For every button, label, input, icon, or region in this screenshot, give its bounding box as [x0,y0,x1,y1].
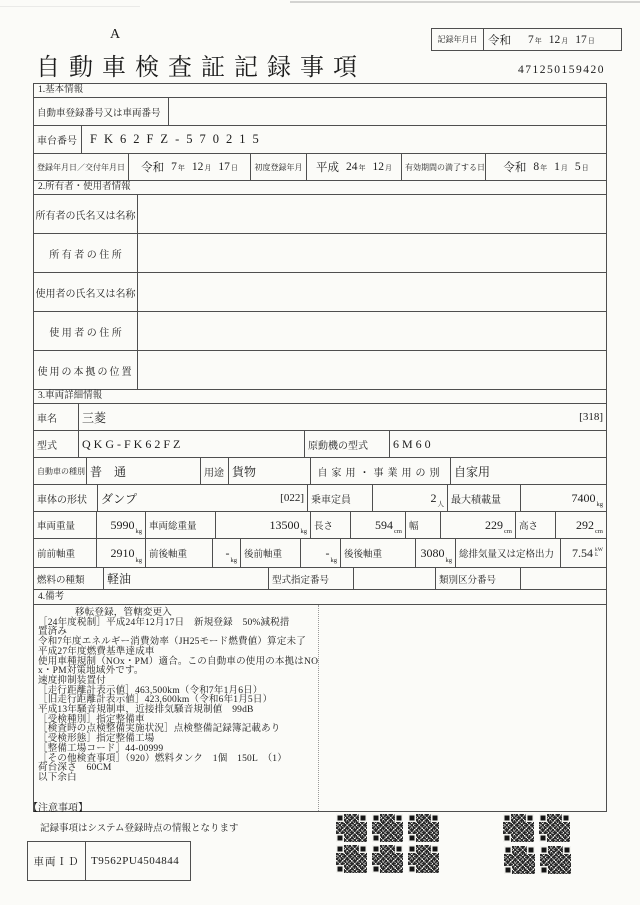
remark-line: 移転登録，管轄変更入 [75,608,173,618]
year-value: 24 [346,161,358,173]
field-label: 後前軸重 [241,539,301,567]
field-value [138,351,606,389]
field-value [138,273,606,311]
car-name-code: [318] [579,411,603,423]
gross-weight-value [216,512,311,538]
ownership-value: 自家用 [454,464,491,479]
qr-code-icon [540,846,571,874]
main-table [33,83,607,812]
kw-unit: kW [595,546,603,553]
qr-code-icon [336,845,367,873]
day-value: 5 [574,161,581,173]
unit: cm [504,528,512,535]
field-value [138,195,606,233]
row-user-address [34,312,606,351]
section-heading-remarks: 4.備考 [34,590,606,605]
month-unit: 月 [560,164,568,172]
scan-artifact [290,1,640,3]
year-unit: 年 [358,164,366,172]
remarks-text-column [34,605,319,811]
month-unit: 月 [385,164,392,172]
vehicle-id-box [27,841,191,881]
field-value [169,98,606,125]
number: 2910 [110,545,135,560]
field-label: 前後軸重 [146,539,213,567]
chassis-number-value: FK62FZ-570215 [90,132,266,146]
month-value: 12 [372,161,384,173]
number: 229 [485,517,504,532]
class-number-value [521,568,606,589]
width-value [441,512,516,538]
vehicle-id-label: 車両ＩＤ [28,842,86,880]
number: 5990 [110,517,135,532]
capacity-unit: 人 [437,501,444,508]
unit: kg [135,528,142,535]
field-label: 車台番号 [34,126,82,153]
field-value [138,234,606,272]
row-registration-number [34,98,606,126]
field-label: 用途 [201,458,229,484]
unit: kg [445,557,452,564]
engine-model-value: 6M60 [393,436,434,451]
field-label: 自動車登録番号又は車両番号 [34,98,169,125]
document-number: 471250159420 [518,64,605,76]
displacement-value [561,539,606,567]
month-group [373,161,393,173]
field-label: 車名 [34,404,79,430]
era-text: 令和 [488,34,511,47]
qr-code-icon [336,814,367,842]
era-text: 平成 [316,162,339,174]
type-number-value [354,568,436,589]
year-value: 7 [528,33,534,46]
year-unit: 年 [534,36,542,45]
remark-line: ［旧走行距離計表示値］423,600km（令和6年1月5日） [38,695,273,706]
field-label: 登録年月日／交付年月日 [34,154,129,180]
field-label: 型式 [34,431,79,457]
axle-fr-value [213,539,241,567]
field-label: 所有者の氏名又は名称 [34,195,138,233]
qr-code-icon [408,814,439,842]
field-value [138,312,606,350]
day-value: 17 [218,161,230,173]
axle-rf-value [301,539,341,567]
max-load-number: 7400 [571,490,596,505]
row-vehicle-kind [34,458,606,485]
month-value: 1 [554,161,560,173]
number: - [225,545,230,560]
record-date-box [431,28,622,51]
unit: kg [135,557,142,564]
unit: cm [595,528,603,535]
car-name-value [79,404,606,430]
section-heading-basic: 1.基本情報 [34,84,606,98]
field-label: 所 有 者 の 住 所 [34,234,138,272]
row-user-name [34,273,606,312]
number: 594 [375,517,394,532]
era-text: 令和 [503,162,527,174]
row-remarks [34,605,606,811]
qr-code-icon [408,845,439,873]
field-label: 型式指定番号 [269,568,354,589]
remark-line: 平成27年度燃費基準達成車 [38,646,155,657]
field-label: 使 用 者 の 住 所 [34,312,138,350]
field-label: 総排気量又は定格出力 [456,539,561,567]
unit: kg [330,557,337,564]
remark-line: 平成13年騒音規制車，近接排気騒音規制値 99dB [38,705,254,716]
number: - [325,545,330,560]
number: 13500 [269,517,300,532]
record-date-value [484,29,621,50]
body-shape-text: ダンプ [101,491,138,506]
qr-code-icon [504,846,535,874]
model-value: QKG-FK62FZ [79,431,305,457]
row-model [34,431,606,458]
day-group [575,161,589,173]
month-unit: 月 [561,36,569,45]
row-dates [34,154,606,181]
vehicle-id-value: T9562PU4504844 [91,855,180,867]
unit: kg [230,557,237,564]
row-fuel [34,568,606,590]
row-car-name [34,404,606,431]
remark-line: ［その他検査事項］（920）燃料タンク 1個 150L （1） [38,753,287,764]
qr-code-icon [372,814,403,842]
field-label: 初度登録年月 [251,154,307,180]
remark-line: ［検査時の点検整備実施状況］点検整備記録簿記載あり [38,724,281,735]
qr-code-icon [503,814,534,842]
day-value: 17 [575,33,587,46]
field-label: 原動機の型式 [305,431,390,457]
remark-line: ［走行距離計表示値］463,500km（令和7年1月6日） [38,685,263,696]
row-body-shape [34,485,606,512]
day-unit: 日 [581,164,589,172]
unit: kg [300,528,307,535]
row-chassis-number [34,126,606,154]
remark-line: ［受検形態］指定整備工場 [38,734,155,745]
use-value: 貨物 [229,458,311,484]
year-unit: 年 [177,164,185,172]
field-label: 最大積載量 [448,485,521,511]
field-label: 後後軸重 [341,539,416,567]
scan-artifact [0,6,140,7]
field-label: 乗車定員 [308,485,373,511]
qr-code-icon [539,814,570,842]
remark-line: ［受検種別］指定整備車 [38,714,145,725]
remark-line: 荷台深さ 60CM [38,763,112,774]
axle-rr-value [416,539,456,567]
max-load-unit: kg [596,501,603,508]
field-label: 使用者の氏名又は名称 [34,273,138,311]
length-value [351,512,406,538]
corner-mark: A [110,27,121,42]
remark-line: ［24年度税制］平成24年12月17日 新規登録 50%減税措 [38,617,290,628]
month-unit: 月 [204,164,212,172]
car-name-text: 三菱 [82,410,107,425]
liter-unit: L [595,552,599,558]
remark-line: 使用車種規制（NOx・PM）適合。この自動車の使用の本拠はNO [38,656,319,667]
field-label: 幅 [406,512,441,538]
remark-line: 以下余白 [38,772,77,783]
year-group [171,161,185,173]
field-label: 車両総重量 [146,512,216,538]
month-value: 12 [548,33,561,46]
field-label: 車両重量 [34,512,97,538]
remark-line: 速度抑制装置付 [38,675,106,686]
fuel-value: 軽油 [104,568,269,589]
field-label: 自家用・事業用の別 [311,458,451,484]
field-label: 類別区分番号 [436,568,521,589]
expiry-date-value [486,154,606,180]
qr-code-icon [372,845,403,873]
month-value: 12 [191,161,204,173]
row-owner-name [34,195,606,234]
number: 3080 [420,545,445,560]
notice-heading: 【注意事項】 [28,803,88,814]
field-label: 使用の本拠の位置 [34,351,138,389]
row-axle-weights [34,539,606,568]
year-value: 8 [533,161,540,173]
kw-liter-units [595,548,603,559]
year-group [346,161,366,173]
body-shape-code: [022] [280,492,304,504]
era-text: 令和 [141,162,165,174]
number: 292 [576,517,595,532]
section-heading-owner: 2.所有者・使用者情報 [34,181,606,195]
weight-value [97,512,146,538]
number: 7.54 [572,545,594,560]
remark-line: 令和7年度エネルギー消費効率（JH25モード燃費値）算定未了 [38,637,306,648]
height-value [556,512,606,538]
first-registration-value [307,154,402,180]
year-group [533,161,547,173]
field-label: 長さ [311,512,351,538]
year-value: 7 [171,161,177,173]
month-group [549,34,569,46]
remark-line: 置済み [38,627,68,638]
record-date-label: 記録年月日 [432,29,484,50]
day-group [575,34,595,46]
capacity-value [373,485,448,511]
remark-line: ［整備工場コード］44-00999 [38,743,164,754]
day-unit: 日 [230,164,238,172]
field-label: 自動車の種別 [34,458,87,484]
month-group [554,161,568,173]
year-group [528,34,542,46]
remarks-empty-column [319,605,606,811]
day-unit: 日 [587,36,595,45]
field-label: 車体の形状 [34,485,98,511]
year-unit: 年 [540,164,548,172]
max-load-value [521,485,606,511]
field-label: 燃料の種類 [34,568,104,589]
row-owner-address [34,234,606,273]
field-label: 高さ [516,512,556,538]
month-group [192,161,212,173]
field-label: 前前軸重 [34,539,97,567]
registration-date-value [129,154,251,180]
kind-value: 普 通 [87,458,201,484]
page-title: 自動車検査証記録事項 [36,55,366,81]
row-weights-dimensions [34,512,606,539]
notice-text: 記録事項はシステム登録時点の情報となります [40,824,239,834]
capacity-number: 2 [430,490,437,505]
day-group [218,161,238,173]
remark-line: x・PM対策地域外です。 [38,666,144,677]
axle-ff-value [97,539,146,567]
body-shape-value [98,485,308,511]
field-label: 有効期間の満了する日 [402,154,486,180]
row-base-location [34,351,606,390]
section-heading-vehicle: 3.車両詳細情報 [34,390,606,404]
unit: cm [394,528,402,535]
